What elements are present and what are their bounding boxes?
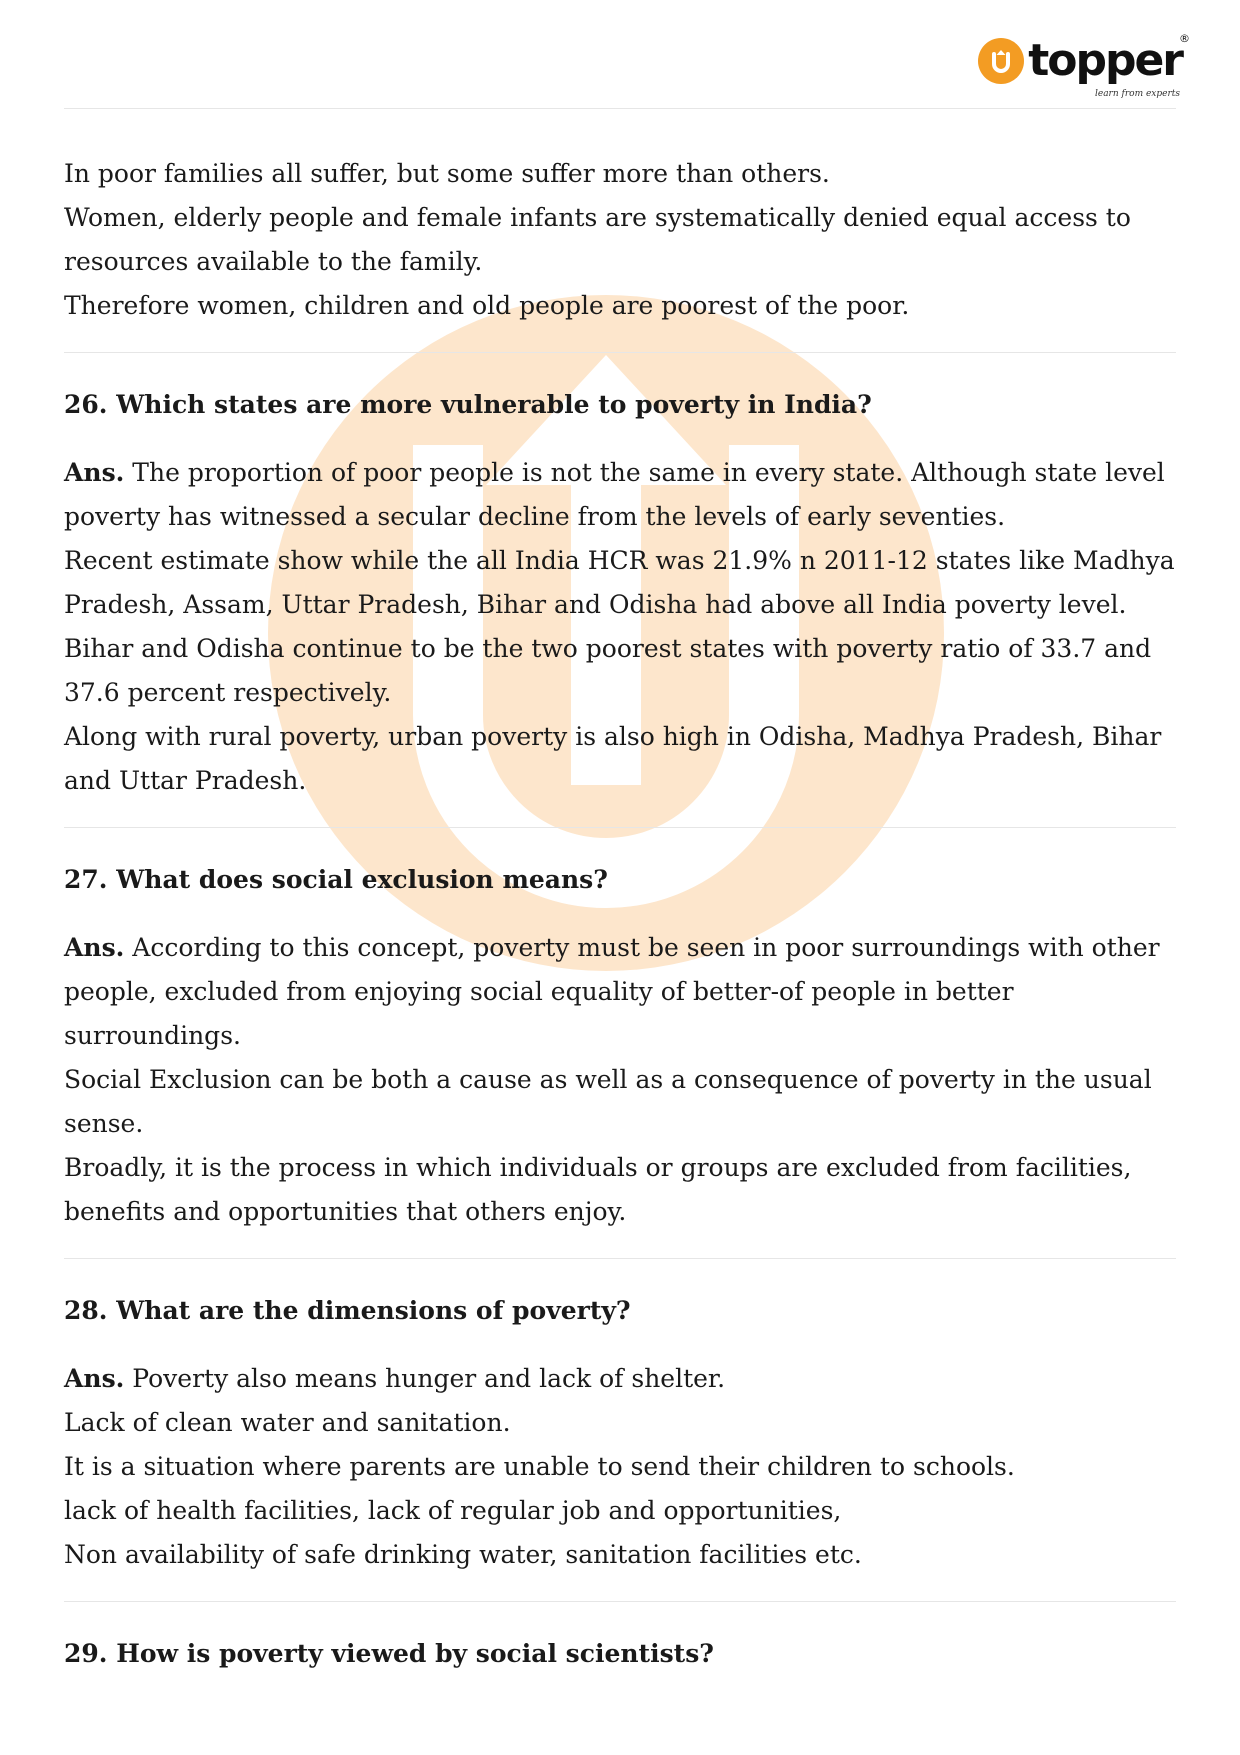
document-body [64,152,1176,1700]
section-divider [64,827,1176,828]
answer-27-line: Broadly, it is the process in which individuals or groups are excluded from facilities, benefits and opportunities that others enjoy. [64,1153,1132,1226]
answer-26-line: Along with rural poverty, urban poverty is also high in Odisha, Madhya Pradesh, Bihar and Uttar Pradesh. [64,722,1162,795]
registered-mark: ® [1179,32,1190,45]
question-29-heading: 29. How is poverty viewed by social scientists? [64,1639,714,1668]
section-divider [64,1258,1176,1259]
intro-section [64,152,1176,328]
answer-27-first [64,926,1176,1058]
answer-28-line: Lack of clean water and sanitation. [64,1408,511,1437]
answer-26-line: Bihar and Odisha continue to be the two poorest states with poverty ratio of 33.7 and 37.6 percent respectively. [64,634,1152,707]
answer-text: The proportion of poor people is not the same in every state. Although state level poverty has witnessed a secular decline from the levels of early seventies. [64,458,1165,531]
question-26-section [64,383,1176,803]
answer-28-line: It is a situation where parents are unable to send their children to schools. [64,1452,1015,1481]
question-28-heading: 28. What are the dimensions of poverty? [64,1296,631,1325]
answer-label: Ans. [64,933,125,962]
intro-line: In poor families all suffer, but some suffer more than others. [64,159,830,188]
answer-text: According to this concept, poverty must be seen in poor surroundings with other people, excluded from enjoying social equality of better-of people in better surroundings. [64,933,1160,1050]
answer-28-first [64,1357,1176,1401]
header-divider [64,108,1176,109]
question-28-section [64,1289,1176,1577]
page-header [0,0,1240,110]
question-27-heading: 27. What does social exclusion means? [64,865,608,894]
section-divider [64,1601,1176,1602]
intro-line: Therefore women, children and old people are poorest of the poor. [64,291,910,320]
question-26-heading: 26. Which states are more vulnerable to poverty in India? [64,390,872,419]
section-divider [64,352,1176,353]
answer-label: Ans. [64,1364,125,1393]
answer-label: Ans. [64,458,125,487]
logo-wordmark [1028,32,1190,99]
answer-26-line: Recent estimate show while the all India HCR was 21.9% n 2011-12 states like Madhya Pradesh, Assam, Uttar Pradesh, Bihar and Odisha had above all India poverty level. [64,546,1175,619]
topper-logo [978,32,1190,99]
answer-text: Poverty also means hunger and lack of shelter. [124,1364,726,1393]
answer-27-line: Social Exclusion can be both a cause as well as a consequence of poverty in the usual sense. [64,1065,1152,1138]
answer-28-line: Non availability of safe drinking water, sanitation facilities etc. [64,1540,862,1569]
answer-26-first [64,451,1176,539]
question-27-section [64,858,1176,1234]
intro-line: Women, elderly people and female infants are systematically denied equal access to resources available to the family. [64,203,1131,276]
topper-u-icon [978,38,1024,84]
brand-tagline: learn from experts [1094,89,1180,99]
question-29-section [64,1632,1176,1676]
brand-name: topper [1028,35,1182,86]
answer-28-line: lack of health facilities, lack of regular job and opportunities, [64,1496,842,1525]
